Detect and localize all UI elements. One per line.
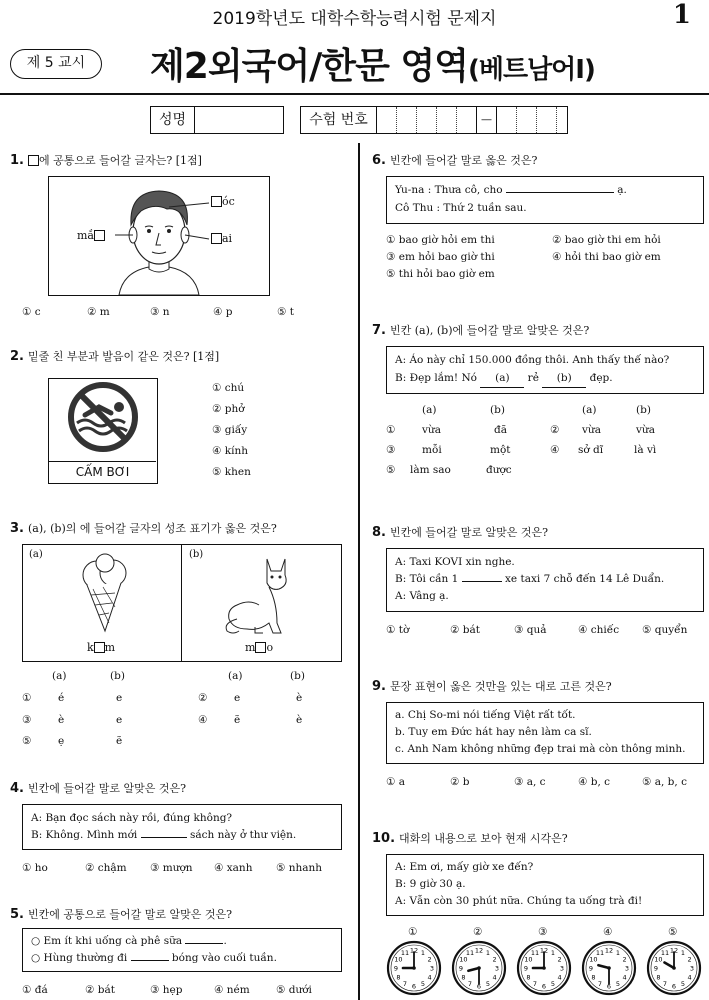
- q3-number: 3.: [10, 521, 24, 536]
- q4-line-2-end: sách này ở thư viện.: [189, 829, 297, 841]
- q2-number: 2.: [10, 349, 24, 364]
- q9-option-5[interactable]: ⑤ a, b, c: [642, 776, 687, 788]
- svg-text:9: 9: [458, 964, 464, 973]
- q10-option-1[interactable]: ①: [408, 926, 418, 938]
- svg-text:7: 7: [597, 980, 603, 989]
- svg-text:10: 10: [459, 955, 468, 964]
- blank-square-icon: [28, 155, 39, 166]
- q4-option-3[interactable]: ③ mượn: [150, 862, 193, 874]
- exam-number-cell[interactable]: [537, 107, 557, 133]
- q1-label-mat-text: mắ: [77, 229, 94, 242]
- svg-text:7: 7: [402, 980, 408, 989]
- name-box: [150, 106, 284, 134]
- q4-option-2[interactable]: ② chậm: [85, 862, 127, 874]
- exam-title: 2019학년도 대학수학능력시험 문제지: [212, 9, 497, 29]
- session-badge: 제 5 교시: [10, 49, 102, 79]
- blank-square-icon: [211, 233, 222, 244]
- q5-line-1: [31, 933, 227, 950]
- q7-option-a: mỗi: [422, 444, 442, 456]
- q1-label-mat: [77, 229, 105, 242]
- q6-dialogue-box: [386, 176, 704, 224]
- no-swimming-sign: [48, 378, 158, 484]
- q8-line-3: A: Vâng ạ.: [395, 590, 449, 602]
- svg-text:9: 9: [523, 964, 529, 973]
- name-field[interactable]: [195, 107, 283, 133]
- q5-line-1-end: .: [223, 935, 227, 947]
- svg-text:6: 6: [476, 982, 482, 991]
- q10-option-3[interactable]: ③: [538, 926, 548, 938]
- q7-option-a: vừa: [582, 424, 601, 436]
- q9-text: 문장 표현이 옳은 것만을 있는 대로 고른 것은?: [389, 680, 612, 693]
- svg-text:3: 3: [494, 964, 500, 973]
- svg-text:6: 6: [671, 982, 677, 991]
- svg-text:2: 2: [427, 955, 432, 964]
- svg-text:12: 12: [409, 946, 419, 955]
- q3-figure-box: [22, 544, 342, 662]
- q3-option-marker[interactable]: ⑤: [22, 735, 32, 747]
- svg-text:4: 4: [427, 973, 432, 982]
- q4-line-2: [31, 827, 296, 844]
- q6-number: 6.: [372, 153, 386, 168]
- q3-col-head-a: (a): [228, 670, 243, 682]
- q7-line-2: [395, 370, 613, 388]
- q5-option-1[interactable]: ① đá: [22, 984, 48, 996]
- q3-option-marker[interactable]: ②: [198, 692, 208, 704]
- q5-line-2: [31, 950, 277, 967]
- q3-word-a-right: m: [104, 641, 116, 654]
- q1-option-2[interactable]: ② m: [87, 306, 110, 318]
- q4-number: 4.: [10, 781, 24, 796]
- q5-option-4[interactable]: ④ ném: [214, 984, 250, 996]
- ice-cream-icon: [75, 553, 135, 633]
- svg-text:7: 7: [532, 980, 538, 989]
- q8-option-1[interactable]: ① tờ: [386, 624, 410, 636]
- svg-text:1: 1: [615, 948, 621, 957]
- q4-line-1: A: Bạn đọc sách này rồi, đúng không?: [31, 812, 233, 824]
- q1-label-tai: [211, 232, 232, 245]
- q7-option-a: vừa: [422, 424, 441, 436]
- name-label: 성명: [151, 107, 195, 133]
- q8-text: 빈칸에 들어갈 말로 알맞은 것은?: [389, 526, 549, 539]
- svg-text:8: 8: [461, 973, 466, 982]
- q7-option-b: một: [490, 444, 511, 456]
- q1-figure-box: [48, 176, 270, 296]
- q4-text: 빈칸에 들어갈 말로 알맞은 것은?: [27, 782, 187, 795]
- svg-text:2: 2: [687, 955, 692, 964]
- q1-option-1[interactable]: ① c: [22, 306, 41, 318]
- exam-number-cell[interactable]: [377, 107, 397, 133]
- q4-option-1[interactable]: ① ho: [22, 862, 48, 874]
- exam-number-cell[interactable]: [517, 107, 537, 133]
- q3-panel-b-label: (b): [189, 549, 204, 560]
- q2-option-1[interactable]: ① chú: [212, 382, 245, 394]
- svg-text:5: 5: [420, 980, 426, 989]
- svg-text:11: 11: [400, 948, 410, 957]
- svg-text:12: 12: [669, 946, 679, 955]
- svg-text:11: 11: [595, 948, 605, 957]
- q10-option-5[interactable]: ⑤: [668, 926, 678, 938]
- svg-text:6: 6: [606, 982, 612, 991]
- q3-option-a: e: [234, 692, 241, 704]
- q6-blank: [506, 192, 614, 193]
- q8-option-2[interactable]: ② bát: [450, 624, 480, 636]
- q7-option-marker[interactable]: ⑤: [386, 464, 396, 476]
- q10-line-2: B: 9 giờ 30 ạ.: [395, 878, 466, 890]
- q2-option-4[interactable]: ④ kính: [212, 445, 248, 457]
- q9-number: 9.: [372, 679, 386, 694]
- q10-stem: [372, 830, 568, 846]
- q8-number: 8.: [372, 525, 386, 540]
- q4-dialogue-box: [22, 804, 342, 850]
- q10-number: 10.: [372, 831, 396, 846]
- svg-text:9: 9: [588, 964, 594, 973]
- q3-option-b: e: [116, 714, 123, 726]
- q7-line-1: A: Áo này chỉ 150.000 đồng thôi. Anh thấy thế nào?: [395, 354, 670, 366]
- q3-panel-divider: [181, 545, 182, 661]
- q4-stem: [10, 780, 186, 796]
- q8-stem: [372, 524, 548, 540]
- q6-option-2[interactable]: ② bao giờ thi em hỏi: [552, 234, 661, 246]
- q3-option-a: ẹ: [58, 735, 65, 747]
- q8-line-2: [395, 571, 664, 588]
- q5-option-2[interactable]: ② bát: [85, 984, 115, 996]
- q7-option-marker[interactable]: ①: [386, 424, 396, 436]
- svg-text:7: 7: [662, 980, 668, 989]
- svg-text:5: 5: [615, 980, 621, 989]
- q2-stem: [10, 348, 219, 364]
- svg-text:4: 4: [492, 973, 497, 982]
- svg-text:11: 11: [530, 948, 540, 957]
- svg-text:12: 12: [539, 946, 549, 955]
- q7-line-2-end: đẹp.: [589, 372, 613, 384]
- q8-option-5[interactable]: ⑤ quyển: [642, 624, 688, 636]
- svg-text:2: 2: [622, 955, 627, 964]
- q9-line-1: a. Chị So-mi nói tiếng Việt rất tốt.: [395, 709, 576, 721]
- svg-text:3: 3: [689, 964, 695, 973]
- svg-text:10: 10: [654, 955, 663, 964]
- exam-number-dash: —: [477, 107, 497, 133]
- q6-line-1: [395, 182, 627, 199]
- q7-option-marker[interactable]: ③: [386, 444, 396, 456]
- svg-text:1: 1: [485, 948, 491, 957]
- q4-line-2-start: B: Không. Mình mới: [31, 829, 138, 841]
- q7-col-head-a: (a): [422, 404, 437, 416]
- q5-line-2-start: ○ Hùng thường đi: [31, 952, 128, 964]
- q1-option-3[interactable]: ③ n: [150, 306, 170, 318]
- svg-text:10: 10: [524, 955, 533, 964]
- exam-number-cell[interactable]: [557, 107, 567, 133]
- q7-option-a: sở dĩ: [578, 444, 604, 456]
- q10-option-2[interactable]: ②: [473, 926, 483, 938]
- q5-line-1-start: ○ Em ít khi uống cà phê sữa: [31, 935, 183, 947]
- q4-blank: [141, 837, 187, 838]
- q7-line-2-mid: rẻ: [527, 372, 539, 384]
- q6-option-1[interactable]: ① bao giờ hỏi em thi: [386, 234, 495, 246]
- exam-number-box: [300, 106, 568, 134]
- q1-option-4[interactable]: ④ p: [213, 306, 233, 318]
- svg-text:11: 11: [660, 948, 670, 957]
- q6-option-3[interactable]: ③ em hỏi bao giờ thi: [386, 251, 495, 263]
- svg-text:5: 5: [680, 980, 686, 989]
- header-rule: [0, 93, 709, 95]
- q7-col-head-b: (b): [636, 404, 651, 416]
- q6-option-4[interactable]: ④ hỏi thi bao giờ em: [552, 251, 661, 263]
- q1-text: 에 공통으로 들어갈 글자는? [1점]: [38, 154, 202, 167]
- q5-option-3[interactable]: ③ hẹp: [150, 984, 183, 996]
- q6-line-1-start: Yu-na : Thưa cô, cho: [395, 184, 503, 196]
- q2-option-3[interactable]: ③ giấy: [212, 424, 248, 436]
- column-divider: [358, 143, 360, 1000]
- q6-line-2: Cô Thu : Thứ 2 tuần sau.: [395, 202, 527, 214]
- q7-option-a: làm sao: [410, 464, 451, 476]
- page-number: 1: [672, 0, 691, 30]
- svg-text:1: 1: [680, 948, 686, 957]
- q9-line-2: b. Tuy em Đức hát hay nên làm ca sĩ.: [395, 726, 592, 738]
- q2-text: 밑줄 친 부분과 발음이 같은 것은? [1점]: [27, 350, 220, 363]
- svg-text:8: 8: [656, 973, 661, 982]
- cat-icon: [219, 553, 299, 637]
- q1-label-toc-text: óc: [222, 195, 235, 208]
- q3-option-marker[interactable]: ③: [22, 714, 32, 726]
- svg-text:6: 6: [541, 982, 547, 991]
- subject-title: [150, 38, 595, 89]
- q6-option-5[interactable]: ⑤ thi hỏi bao giờ em: [386, 268, 495, 280]
- q7-col-head-a: (a): [582, 404, 597, 416]
- svg-text:2: 2: [557, 955, 562, 964]
- q3-option-marker[interactable]: ④: [198, 714, 208, 726]
- exam-number-cell[interactable]: [457, 107, 477, 133]
- exam-number-cell[interactable]: [417, 107, 437, 133]
- clock-icon[interactable]: [646, 940, 702, 996]
- q3-word-b: [245, 641, 273, 654]
- q7-option-b: vừa: [636, 424, 655, 436]
- q9-stem: [372, 678, 612, 694]
- q3-col-head-b: (b): [110, 670, 125, 682]
- sign-caption: CẤM BƠI: [49, 461, 156, 482]
- q8-line-1: A: Taxi KOVI xin nghe.: [395, 556, 515, 568]
- q9-option-2[interactable]: ② b: [450, 776, 470, 788]
- svg-text:11: 11: [465, 948, 475, 957]
- q5-text: 빈칸에 공통으로 들어갈 말로 알맞은 것은?: [27, 908, 233, 921]
- svg-text:12: 12: [604, 946, 614, 955]
- blank-square-icon: [94, 230, 105, 241]
- blank-square-icon: [211, 196, 222, 207]
- q9-sentence-box: [386, 702, 704, 764]
- q8-line-2-start: B: Tôi cần 1: [395, 573, 459, 585]
- q7-dialogue-box: [386, 346, 704, 394]
- q7-line-2-start: B: Đẹp lắm! Nó: [395, 372, 477, 384]
- svg-text:6: 6: [411, 982, 417, 991]
- q1-number: 1.: [10, 153, 24, 168]
- q3-stem: [10, 520, 277, 536]
- svg-text:4: 4: [622, 973, 627, 982]
- blank-square-icon: [94, 642, 105, 653]
- subject-main: 제2외국어/한문 영역: [150, 46, 468, 87]
- q8-line-2-end: xe taxi 7 chỗ đến 14 Lê Duẩn.: [505, 573, 665, 585]
- q2-option-2[interactable]: ② phở: [212, 403, 245, 415]
- q5-option-5[interactable]: ⑤ dưới: [276, 984, 312, 996]
- q9-option-3[interactable]: ③ a, c: [514, 776, 546, 788]
- svg-text:7: 7: [467, 980, 473, 989]
- svg-text:5: 5: [550, 980, 556, 989]
- svg-text:8: 8: [396, 973, 401, 982]
- q7-stem: [372, 322, 589, 338]
- clock-icon[interactable]: [516, 940, 572, 996]
- q5-sentence-box: [22, 928, 342, 972]
- q5-number: 5.: [10, 907, 24, 922]
- q7-number: 7.: [372, 323, 386, 338]
- svg-text:4: 4: [687, 973, 692, 982]
- q8-blank: [462, 581, 502, 582]
- exam-number-label: 수험 번호: [301, 107, 377, 133]
- q6-stem: [372, 152, 537, 168]
- exam-number-cell[interactable]: [397, 107, 417, 133]
- svg-text:4: 4: [557, 973, 562, 982]
- clock-icon[interactable]: [451, 940, 507, 996]
- q5-line-2-end: bóng vào cuối tuần.: [171, 952, 277, 964]
- q10-option-4[interactable]: ④: [603, 926, 613, 938]
- q8-option-4[interactable]: ④ chiếc: [578, 624, 620, 636]
- q7-text: 빈칸 (a), (b)에 들어갈 말로 알맞은 것은?: [389, 324, 590, 337]
- q6-line-1-end: ạ.: [617, 184, 627, 196]
- q1-label-toc: [211, 195, 235, 208]
- q7-option-marker[interactable]: ④: [550, 444, 560, 456]
- q3-option-b: è: [296, 692, 303, 704]
- svg-text:3: 3: [429, 964, 435, 973]
- q1-option-5[interactable]: ⑤ t: [277, 306, 294, 318]
- svg-text:3: 3: [559, 964, 565, 973]
- exam-number-cell[interactable]: [497, 107, 517, 133]
- q7-option-marker[interactable]: ②: [550, 424, 560, 436]
- q7-blank-a: (a): [480, 370, 524, 388]
- q3-word-b-right: o: [266, 641, 274, 654]
- q7-option-b: đã: [494, 424, 507, 436]
- q3-option-a: è: [58, 714, 65, 726]
- q10-text: 대화의 내용으로 보아 현재 시각은?: [399, 832, 568, 845]
- svg-text:10: 10: [589, 955, 598, 964]
- svg-text:8: 8: [526, 973, 531, 982]
- q4-option-4[interactable]: ④ xanh: [214, 862, 253, 874]
- q3-word-a-left: k: [87, 641, 94, 654]
- svg-text:9: 9: [653, 964, 659, 973]
- q3-option-b: è: [296, 714, 303, 726]
- svg-text:5: 5: [485, 980, 491, 989]
- q8-dialogue-box: [386, 548, 704, 612]
- q7-option-b: là vì: [634, 444, 657, 456]
- q3-panel-a-label: (a): [29, 549, 43, 560]
- q4-option-5[interactable]: ⑤ nhanh: [276, 862, 323, 874]
- svg-text:1: 1: [550, 948, 556, 957]
- q10-dialogue-box: [386, 854, 704, 916]
- q9-line-3: c. Anh Nam không những đẹp trai mà còn thông minh.: [395, 743, 686, 755]
- q5-blank: [131, 960, 169, 961]
- clock-icon[interactable]: [386, 940, 442, 996]
- q3-col-head-a: (a): [52, 670, 67, 682]
- q3-word-b-left: m: [245, 641, 256, 654]
- q1-label-tai-text: ai: [222, 232, 233, 245]
- q7-blank-b: (b): [542, 370, 586, 388]
- q5-stem: [10, 906, 232, 922]
- q9-option-4[interactable]: ④ b, c: [578, 776, 611, 788]
- q3-option-a: ẽ: [234, 714, 241, 726]
- q3-option-marker[interactable]: ①: [22, 692, 32, 704]
- svg-text:10: 10: [394, 955, 403, 964]
- q10-line-3: A: Vẫn còn 30 phút nữa. Chúng ta uống trà đi!: [395, 895, 643, 907]
- svg-text:12: 12: [474, 946, 484, 955]
- q10-line-1: A: Em ơi, mấy giờ xe đến?: [395, 861, 534, 873]
- q7-option-b: được: [486, 464, 512, 476]
- q9-option-1[interactable]: ① a: [386, 776, 406, 788]
- q3-option-b: e: [116, 692, 123, 704]
- exam-number-cell[interactable]: [437, 107, 457, 133]
- svg-text:9: 9: [393, 964, 399, 973]
- subject-sub: (베트남어Ⅰ): [467, 55, 595, 85]
- q3-word-a: [87, 641, 115, 654]
- q1-stem: [10, 152, 202, 168]
- q3-col-head-b: (b): [290, 670, 305, 682]
- q3-option-a: é: [58, 692, 65, 704]
- q8-option-3[interactable]: ③ quả: [514, 624, 547, 636]
- q2-option-5[interactable]: ⑤ khen: [212, 466, 251, 478]
- svg-text:8: 8: [591, 973, 596, 982]
- q6-text: 빈칸에 들어갈 말로 옳은 것은?: [389, 154, 538, 167]
- blank-square-icon: [255, 642, 266, 653]
- svg-text:1: 1: [420, 948, 426, 957]
- q3-text: (a), (b)의 에 들어갈 글자의 성조 표기가 옳은 것은?: [27, 522, 277, 535]
- q7-col-head-b: (b): [490, 404, 505, 416]
- no-swimming-icon: [49, 379, 157, 459]
- svg-text:2: 2: [492, 955, 497, 964]
- svg-text:3: 3: [624, 964, 630, 973]
- q5-blank: [185, 943, 223, 944]
- q3-option-b: ẽ: [116, 735, 123, 747]
- clock-icon[interactable]: [581, 940, 637, 996]
